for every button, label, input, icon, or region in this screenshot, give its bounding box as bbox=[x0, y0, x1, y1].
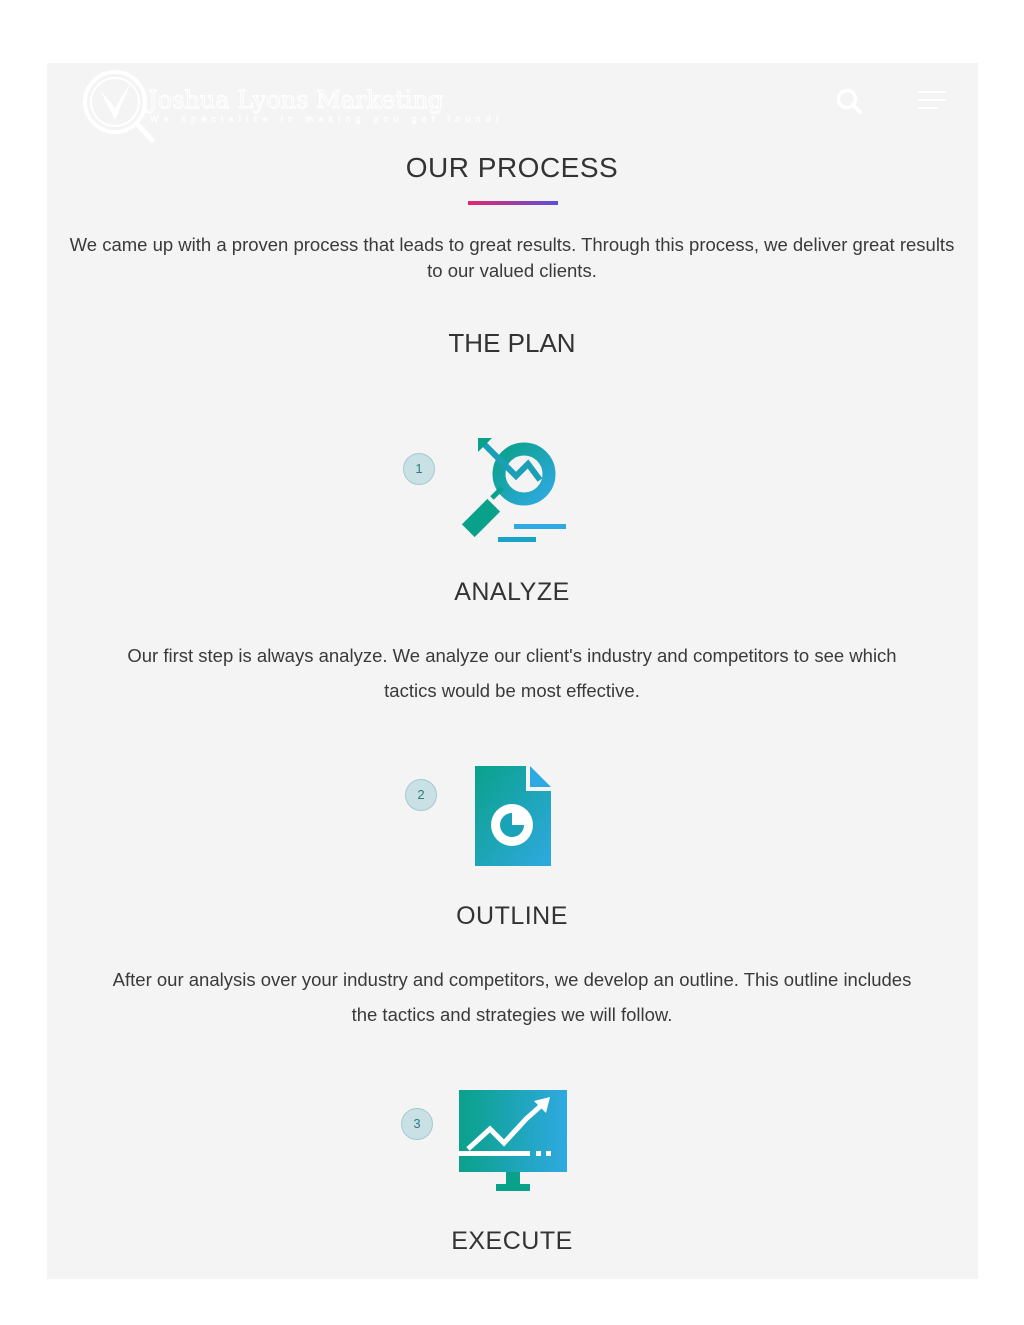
title-divider bbox=[468, 201, 558, 205]
step-description: Our first step is always analyze. We analyze our client's industry and competitors to see which tactics would be most effective. bbox=[127, 645, 897, 701]
step-1-icon bbox=[458, 436, 568, 551]
search-button[interactable] bbox=[834, 86, 864, 116]
document-pie-chart-icon bbox=[474, 765, 552, 867]
hamburger-menu-icon bbox=[914, 86, 950, 114]
step-description: After our analysis over your industry and competitors, we develop an outline. This outline includes the tactics and strategies we will follow. bbox=[112, 969, 912, 1025]
monitor-growth-chart-icon bbox=[458, 1089, 568, 1193]
step-2-icon bbox=[474, 765, 552, 872]
section-subtitle: THE PLAN bbox=[448, 328, 576, 358]
step-number-badge: 3 bbox=[401, 1108, 433, 1140]
step-title: ANALYZE bbox=[454, 578, 570, 606]
search-icon bbox=[834, 86, 864, 116]
logo-compass-icon bbox=[82, 68, 158, 144]
section-title: OUR PROCESS bbox=[405, 152, 619, 183]
step-title: OUTLINE bbox=[456, 902, 568, 930]
step-number-badge: 1 bbox=[403, 453, 435, 485]
step-number-badge: 2 bbox=[405, 779, 437, 811]
logo-tagline: We specialize in making you get found! bbox=[150, 114, 504, 124]
section-intro: We came up with a proven process that leads to great results. Through this process, we deliver great results to our valued clients. bbox=[69, 234, 955, 281]
menu-button[interactable] bbox=[914, 86, 950, 114]
step-3-icon bbox=[458, 1089, 568, 1198]
step-title: EXECUTE bbox=[451, 1227, 573, 1255]
analyze-magnifier-chart-icon bbox=[458, 436, 568, 546]
logo-name: Joshua Lyons Marketing bbox=[148, 86, 444, 114]
site-logo[interactable] bbox=[82, 68, 504, 144]
